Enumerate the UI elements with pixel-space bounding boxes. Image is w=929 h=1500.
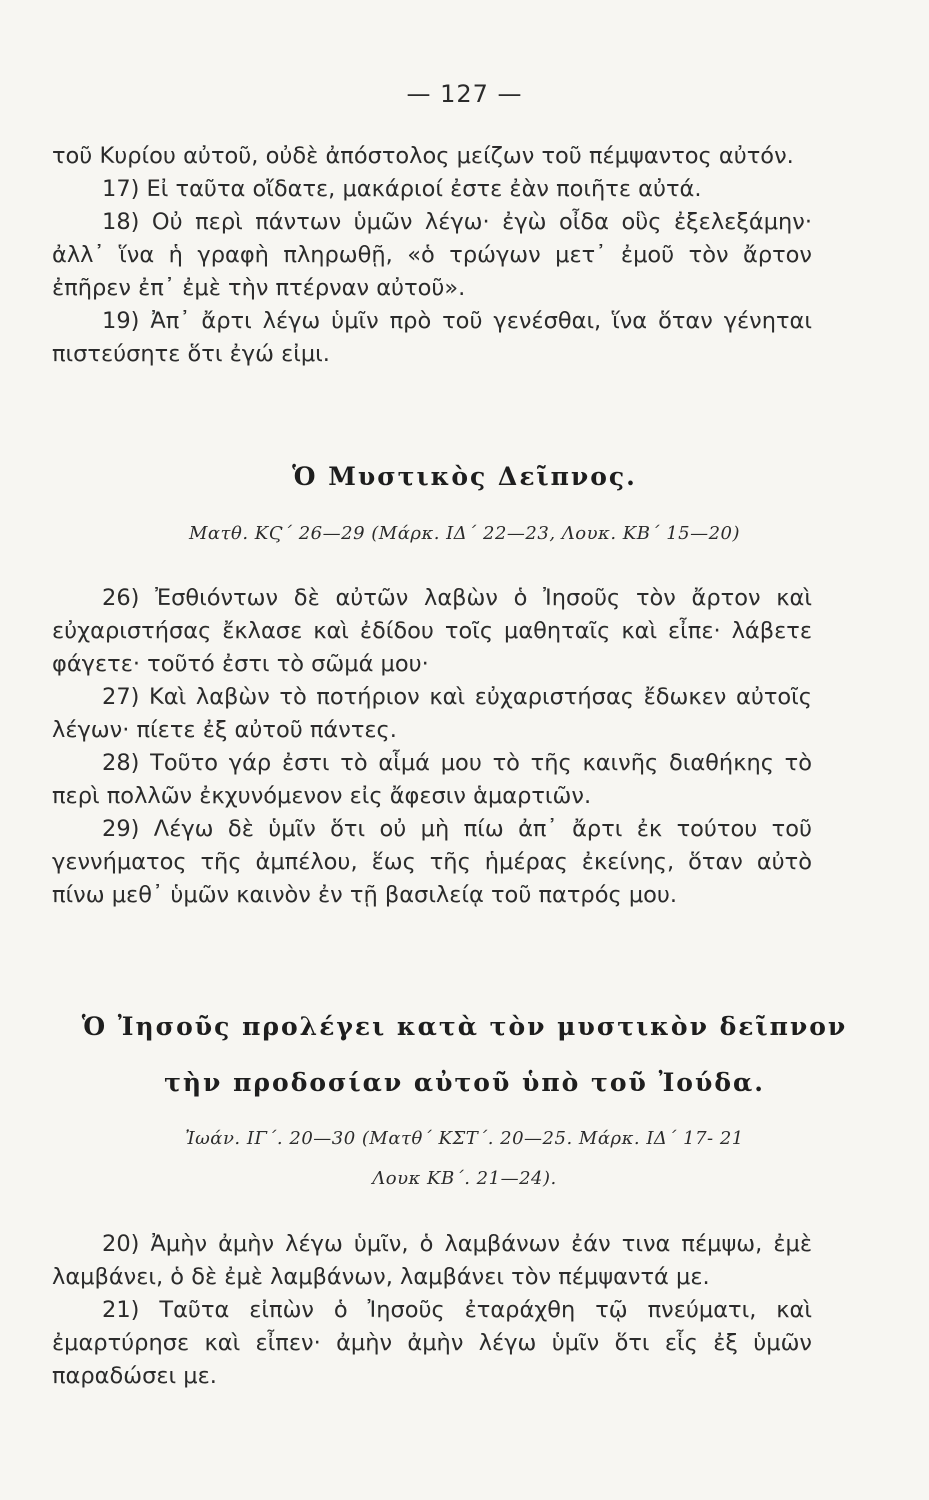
verse-26: 26) Ἐσθιόντων δὲ αὐτῶν λαβὼν ὁ Ἰησοῦς τὸν ἄρτον καὶ εὐχαριστήσας ἔκλασε καὶ ἐδίδου τοῖς μαθηταῖς καὶ εἶπε· λάβετε φάγετε· τοῦτό ἐστι τὸ σῶμά μου· xyxy=(52,585,812,677)
verse-29: 29) Λέγω δὲ ὑμῖν ὅτι οὐ μὴ πίω ἀπ᾽ ἄρτι ἐκ τούτου τοῦ γεννήματος τῆς ἀμπέλου, ἕως τῆς ἡμέρας ἐκείνης, ὅταν αὐτὸ πίνω μεθ᾽ ὑμῶν καινὸν ἐν τῇ βασιλείᾳ τοῦ πατρός μου. xyxy=(52,816,812,908)
verse-20: 20) Ἀμὴν ἀμὴν λέγω ὑμῖν, ὁ λαμβάνων ἐάν τινα πέμψω, ἐμὲ λαμβάνει, ὁ δὲ ἐμὲ λαμβάνων, λαμβάνει τὸν πέμψαντά με. xyxy=(52,1231,812,1290)
scripture-reference-1: Ματθ. ΚϚ΄ 26—29 (Μάρκ. ΙΔ΄ 22—23, Λουκ. ΚΒ΄ 15—20) xyxy=(188,523,741,544)
verse-18: 18) Οὐ περὶ πάντων ὑμῶν λέγω· ἐγὼ οἶδα οὓς ἐξελεξάμην· ἀλλ᾽ ἵνα ἡ γραφὴ πληρωθῇ, «ὁ τρώγων μετ᾽ ἐμοῦ τὸν ἄρτον ἐπῆρεν ἐπ᾽ ἐμὲ τὴν πτέρναν αὐτοῦ». xyxy=(52,209,812,301)
verse-19: 19) Ἀπ᾽ ἄρτι λέγω ὑμῖν πρὸ τοῦ γενέσθαι, ἵνα ὅταν γένηται πιστεύσητε ὅτι ἐγώ εἰμι. xyxy=(52,308,812,367)
scripture-reference-2-line-1: Ἰωάν. ΙΓ΄. 20—30 (Ματθ΄ ΚΣΤ΄. 20—25. Μάρκ. ΙΔ΄ 17- 21 xyxy=(185,1128,744,1149)
section-heading-mystic-supper: Ὁ Μυστικὸς Δεῖπνος. xyxy=(292,462,637,491)
verses-block-1 xyxy=(52,140,812,371)
scripture-reference-2-line-2: Λουκ ΚΒ΄. 21—24). xyxy=(372,1168,557,1189)
verse-28: 28) Τοῦτο γάρ ἐστι τὸ αἷμά μου τὸ τῆς καινῆς διαθήκης τὸ περὶ πολλῶν ἐκχυνόμενον εἰς ἄφεσιν ἁμαρτιῶν. xyxy=(52,750,812,809)
verses-block-2 xyxy=(52,582,812,912)
verse-17: 17) Εἰ ταῦτα οἴδατε, μακάριοί ἐστε ἐὰν ποιῆτε αὐτά. xyxy=(102,176,702,202)
verse-continuation: τοῦ Κυρίου αὐτοῦ, οὐδὲ ἀπόστολος μείζων τοῦ πέμψαντος αὐτόν. xyxy=(52,143,794,169)
section-heading-betrayal-line-2: τὴν προδοσίαν αὐτοῦ ὑπὸ τοῦ Ἰούδα. xyxy=(164,1068,765,1097)
section-heading-betrayal-line-1: Ὁ Ἰησοῦς προλέγει κατὰ τὸν μυστικὸν δεῖπνον xyxy=(81,1012,848,1041)
page-number: — 127 — xyxy=(406,80,523,108)
verses-block-3 xyxy=(52,1228,812,1393)
verse-21: 21) Ταῦτα εἰπὼν ὁ Ἰησοῦς ἐταράχθη τῷ πνεύματι, καὶ ἐμαρτύρησε καὶ εἶπεν· ἀμὴν ἀμὴν λέγω ὑμῖν ὅτι εἷς ἐξ ὑμῶν παραδώσει με. xyxy=(52,1297,812,1389)
verse-27: 27) Καὶ λαβὼν τὸ ποτήριον καὶ εὐχαριστήσας ἔδωκεν αὐτοῖς λέγων· πίετε ἐξ αὐτοῦ πάντες. xyxy=(52,684,812,743)
